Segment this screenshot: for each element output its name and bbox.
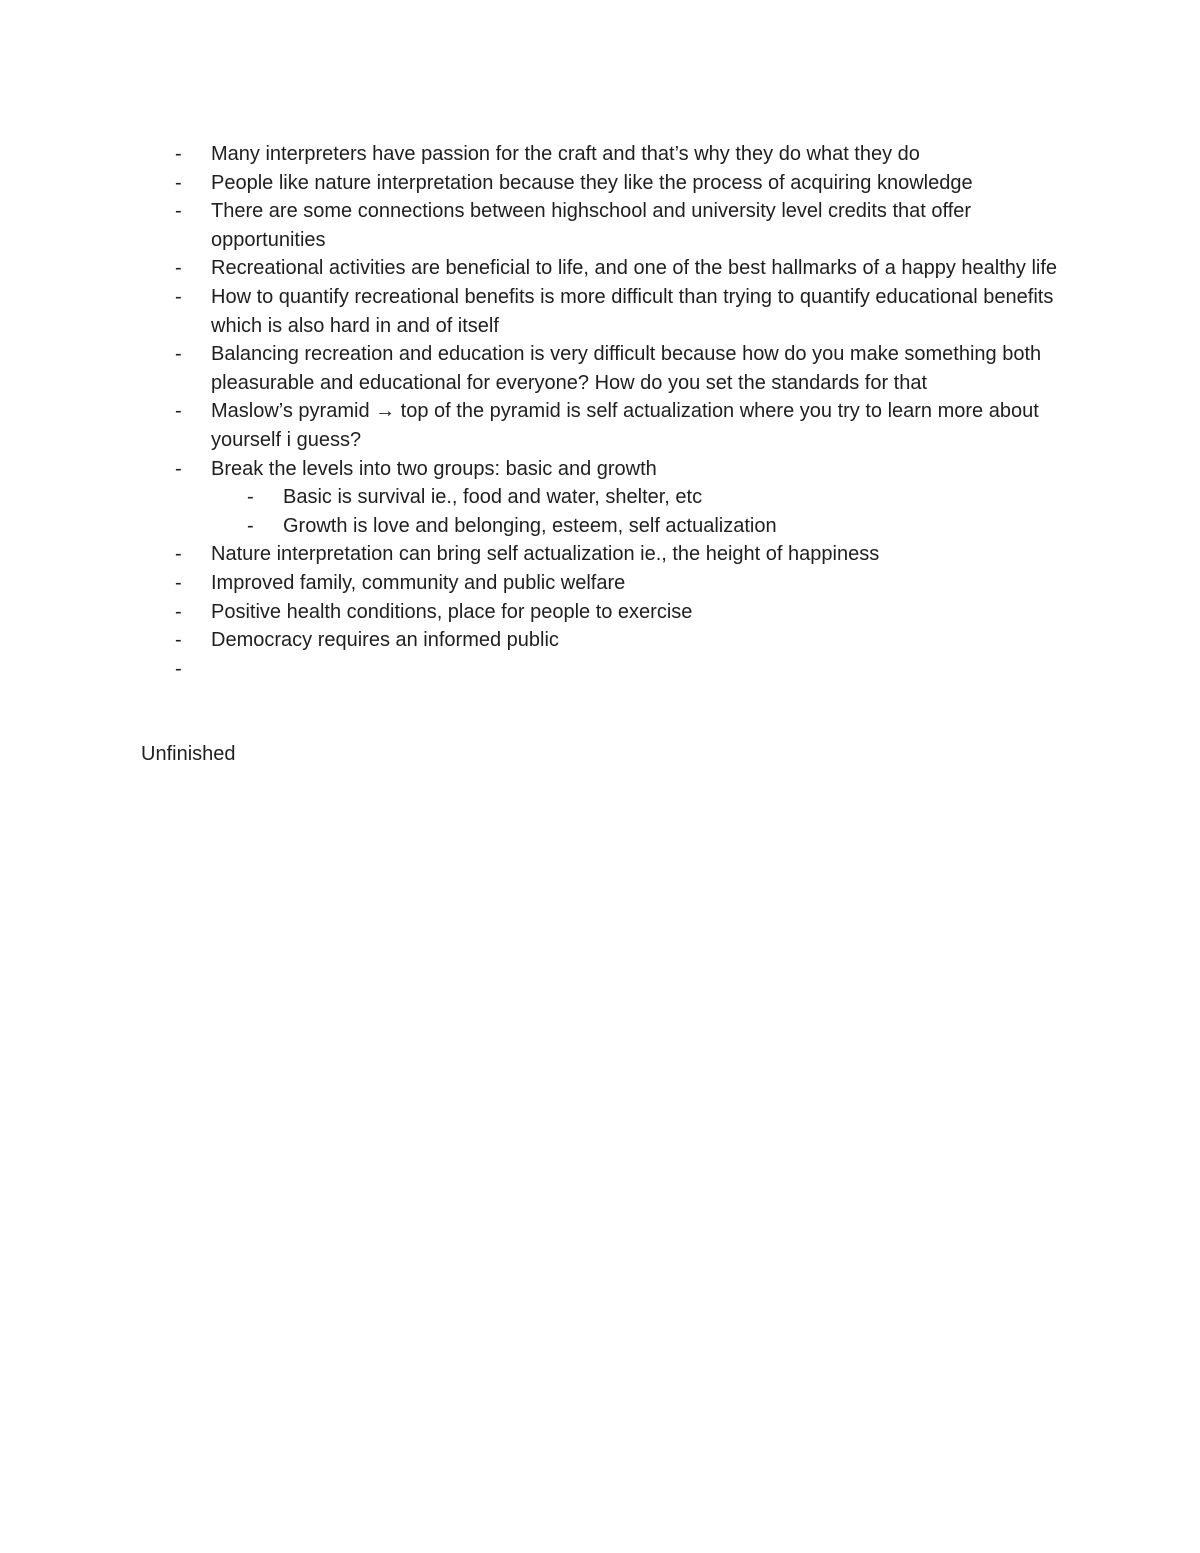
bullet-dash: - xyxy=(175,571,182,594)
bullet-dash: - xyxy=(175,143,182,165)
bullet-dash: - xyxy=(175,257,182,280)
list-item-text xyxy=(211,655,1071,684)
list-item-text: Balancing recreation and education is very difficult because how do you make something both pleasurable and educational for everyone? How do you set the standards for that xyxy=(211,343,1042,394)
list-item-text: Nature interpretation can bring self actualization ie., the height of happiness xyxy=(211,543,880,566)
bullet-dash: - xyxy=(175,400,182,423)
list-item-text: There are some connections between highschool and university level credits that offer opportunities xyxy=(211,200,972,251)
list-item xyxy=(0,254,1200,283)
bullet-list xyxy=(0,140,1200,683)
sub-list-item xyxy=(0,483,1200,512)
list-item xyxy=(0,397,1200,454)
list-item xyxy=(0,197,1200,254)
bullet-dash: - xyxy=(247,486,254,509)
list-item xyxy=(0,626,1200,655)
bullet-dash: - xyxy=(247,514,254,537)
list-item xyxy=(0,569,1200,598)
bullet-dash: - xyxy=(175,457,182,480)
bullet-dash: - xyxy=(175,285,182,308)
list-item xyxy=(0,340,1200,397)
list-item-text: Growth is love and belonging, esteem, self actualization xyxy=(283,514,777,537)
list-item xyxy=(0,455,1200,484)
list-item xyxy=(0,169,1200,198)
list-item-text: Positive health conditions, place for people to exercise xyxy=(211,600,693,623)
bullet-dash: - xyxy=(175,171,182,194)
list-item-text: Improved family, community and public welfare xyxy=(211,571,626,594)
list-item xyxy=(0,598,1200,627)
footer-note: Unfinished xyxy=(141,743,236,765)
list-item xyxy=(0,140,1200,169)
bullet-dash: - xyxy=(175,343,182,366)
list-item-text: Many interpreters have passion for the craft and that’s why they do what they do xyxy=(211,143,920,165)
list-item-empty xyxy=(0,655,1200,684)
bullet-dash: - xyxy=(175,629,182,652)
bullet-dash: - xyxy=(175,200,182,223)
list-item-text: Basic is survival ie., food and water, shelter, etc xyxy=(283,486,703,509)
bullet-dash: - xyxy=(175,600,182,623)
list-item-text: How to quantify recreational benefits is more difficult than trying to quantify educational benefits which is also hard in and of itself xyxy=(211,285,1054,337)
bullet-dash: - xyxy=(175,657,182,680)
list-item xyxy=(0,283,1200,340)
list-item xyxy=(0,540,1200,569)
list-item-text: Maslow’s pyramid → top of the pyramid is self actualization where you try to learn more about yourself i guess? xyxy=(211,400,1039,451)
list-item-text: Democracy requires an informed public xyxy=(211,629,559,652)
sub-list-item xyxy=(0,512,1200,541)
list-item-text: People like nature interpretation because they like the process of acquiring knowledge xyxy=(211,171,973,194)
bullet-dash: - xyxy=(175,543,182,566)
list-item-text: Break the levels into two groups: basic and growth xyxy=(211,457,657,480)
list-item-text: Recreational activities are beneficial to life, and one of the best hallmarks of a happy healthy life xyxy=(211,257,1058,280)
